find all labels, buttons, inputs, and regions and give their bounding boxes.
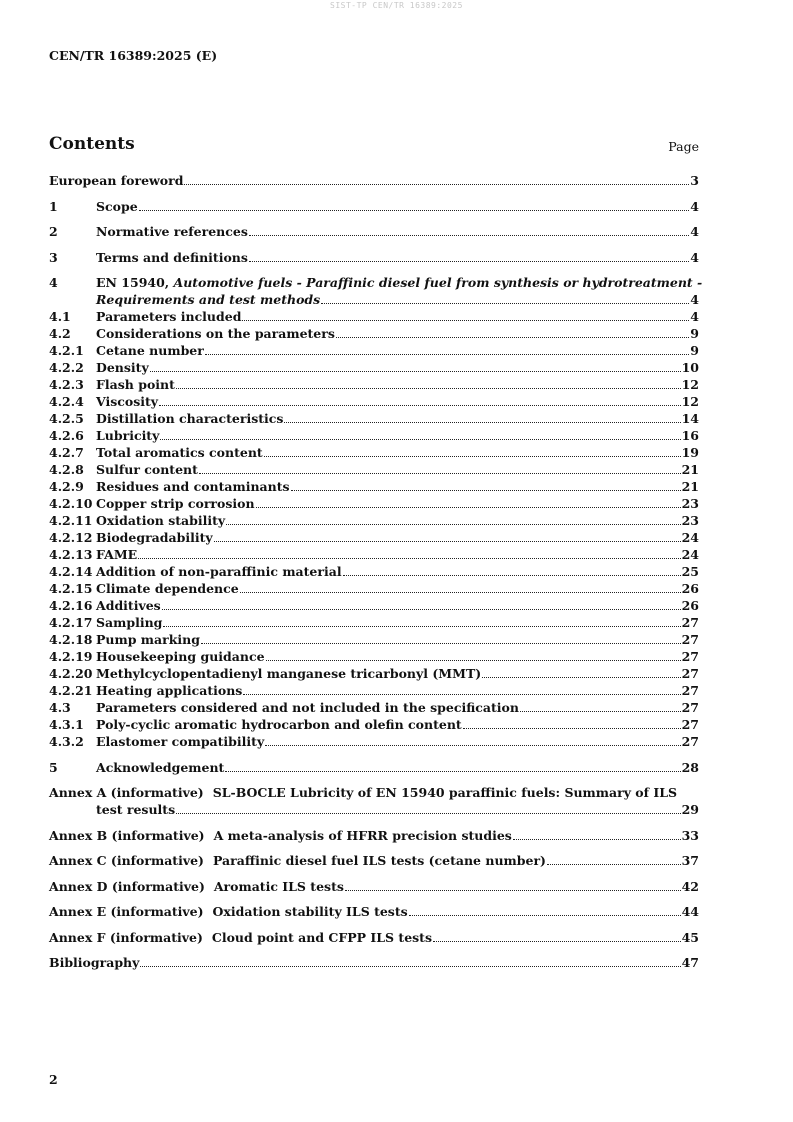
toc-entry-scope[interactable] bbox=[49, 198, 699, 215]
toc-number: 4.2.3 bbox=[49, 377, 84, 392]
toc-entry-4-3-2[interactable] bbox=[49, 733, 699, 750]
toc-number: 4.2.7 bbox=[49, 445, 84, 460]
toc-page: 4 bbox=[690, 249, 699, 265]
toc-page: 26 bbox=[681, 581, 699, 596]
toc-title: Climate dependence bbox=[96, 581, 239, 596]
toc-title: Poly-cyclic aromatic hydrocarbon and olefin content bbox=[96, 717, 462, 732]
watermark: SIST-TP CEN/TR 16389:2025 bbox=[330, 1, 463, 10]
toc-entry-annex-c[interactable] bbox=[49, 852, 699, 869]
toc-number: 4.2.2 bbox=[49, 360, 84, 375]
toc-entry-annex-d[interactable] bbox=[49, 878, 699, 895]
document-id: CEN/TR 16389:2025 (E) bbox=[49, 48, 218, 63]
toc-title: Oxidation stability bbox=[96, 513, 226, 528]
annex-label: Annex B (informative) bbox=[49, 827, 205, 843]
dot-leader bbox=[160, 439, 680, 440]
toc-page: 19 bbox=[681, 445, 699, 460]
toc-entry-4-2-3[interactable] bbox=[49, 376, 699, 393]
toc-title: Methylcyclopentadienyl manganese tricarbonyl (MMT) bbox=[96, 666, 482, 681]
toc-title: test results bbox=[96, 802, 176, 817]
toc-page: 23 bbox=[681, 513, 699, 528]
toc-number: 3 bbox=[49, 249, 58, 265]
toc-page: 4 bbox=[690, 224, 699, 239]
toc-number: 4.2.13 bbox=[49, 547, 93, 562]
dot-leader bbox=[336, 337, 689, 338]
dot-leader bbox=[482, 677, 680, 678]
toc-entry-4-2-1[interactable] bbox=[49, 342, 699, 359]
toc-title: Parameters considered and not included in the specification bbox=[96, 700, 519, 715]
toc-title bbox=[96, 291, 320, 308]
dot-leader bbox=[520, 711, 681, 712]
toc-number: 4.2.1 bbox=[49, 343, 84, 358]
toc-page: 44 bbox=[681, 904, 699, 919]
toc-page: 42 bbox=[681, 878, 699, 894]
toc-entry-4-2-20[interactable] bbox=[49, 665, 699, 682]
toc-title: Addition of non-paraffinic material bbox=[96, 564, 342, 579]
toc-entry-4-2-16[interactable] bbox=[49, 597, 699, 614]
dot-leader bbox=[140, 966, 680, 967]
toc-title: Housekeeping guidance bbox=[96, 649, 265, 664]
toc-title: Aromatic ILS tests bbox=[213, 878, 344, 894]
toc-page: 25 bbox=[681, 564, 699, 579]
toc-number: 4.2 bbox=[49, 326, 71, 341]
dot-leader bbox=[409, 915, 681, 916]
dot-leader bbox=[225, 771, 680, 772]
toc-entry-bibliography[interactable] bbox=[49, 954, 699, 971]
dot-leader bbox=[433, 941, 681, 942]
toc-number: 4.2.11 bbox=[49, 513, 93, 528]
toc-number: 4.3.2 bbox=[49, 734, 84, 749]
toc-entry-foreword[interactable] bbox=[49, 172, 699, 189]
toc-title: Viscosity bbox=[96, 394, 159, 409]
toc-entry-4-2-11[interactable] bbox=[49, 512, 699, 529]
dot-leader bbox=[264, 456, 681, 457]
toc-page: 27 bbox=[681, 632, 699, 647]
toc-page: 47 bbox=[681, 955, 699, 970]
toc-number: 4.2.12 bbox=[49, 530, 93, 545]
toc-number: 4.2.6 bbox=[49, 428, 84, 443]
toc-entry-4-2-14[interactable] bbox=[49, 563, 699, 580]
dot-leader bbox=[163, 626, 680, 627]
toc-title: Biodegradability bbox=[96, 530, 213, 545]
toc-page: 27 bbox=[681, 683, 699, 698]
dot-leader bbox=[284, 422, 680, 423]
toc-entry-4-2-18[interactable] bbox=[49, 631, 699, 648]
dot-leader bbox=[345, 890, 681, 891]
toc-title: Pump marking bbox=[96, 632, 200, 647]
dot-leader bbox=[150, 371, 681, 372]
toc-entry-annex-e[interactable] bbox=[49, 903, 699, 920]
dot-leader bbox=[249, 261, 689, 262]
toc-number: 4 bbox=[49, 275, 58, 290]
toc-title: Lubricity bbox=[96, 428, 160, 443]
toc-title: Acknowledgement bbox=[96, 759, 225, 775]
toc-page: 27 bbox=[681, 615, 699, 630]
toc-number: 4.3.1 bbox=[49, 717, 84, 732]
toc-entry-4-2-13[interactable] bbox=[49, 546, 699, 563]
dot-leader bbox=[243, 694, 680, 695]
toc-title: Bibliography bbox=[49, 955, 140, 970]
dot-leader bbox=[176, 813, 680, 814]
dot-leader bbox=[159, 405, 681, 406]
toc-title: Oxidation stability ILS tests bbox=[212, 904, 408, 919]
toc-entry-4-2[interactable] bbox=[49, 325, 699, 342]
toc-title: Parameters included bbox=[96, 309, 242, 324]
toc-number: 4.2.14 bbox=[49, 564, 93, 579]
toc-entry-annex-a-line2[interactable] bbox=[49, 801, 699, 818]
page-number: 2 bbox=[49, 1072, 58, 1087]
toc-page: 9 bbox=[690, 343, 699, 358]
toc-page: 10 bbox=[681, 360, 699, 375]
toc-page: 28 bbox=[681, 759, 699, 775]
toc-entry-4-1[interactable] bbox=[49, 308, 699, 325]
toc-page: 4 bbox=[690, 309, 699, 324]
dot-leader bbox=[343, 575, 681, 576]
toc-page: 12 bbox=[681, 394, 699, 409]
toc-page: 23 bbox=[681, 496, 699, 511]
toc-page: 3 bbox=[690, 173, 699, 188]
toc-entry-4-2-8[interactable] bbox=[49, 461, 699, 478]
toc-number: 2 bbox=[49, 224, 58, 239]
dot-leader bbox=[184, 184, 689, 185]
toc-number: 4.2.10 bbox=[49, 496, 93, 511]
toc-entry-4-2-7[interactable] bbox=[49, 444, 699, 461]
table-of-contents bbox=[49, 172, 703, 971]
annex-label: Annex F (informative) bbox=[49, 929, 203, 945]
dot-leader bbox=[256, 507, 681, 508]
dot-leader bbox=[265, 745, 680, 746]
toc-number: 4.2.9 bbox=[49, 479, 84, 494]
toc-number: 4.1 bbox=[49, 309, 71, 324]
toc-number: 4.3 bbox=[49, 700, 71, 715]
toc-number: 5 bbox=[49, 759, 58, 775]
toc-page: 29 bbox=[681, 802, 699, 817]
toc-number: 4.2.21 bbox=[49, 683, 93, 698]
toc-title: Additives bbox=[96, 598, 161, 613]
annex-label: Annex E (informative) bbox=[49, 904, 204, 919]
toc-entry-4-3-1[interactable] bbox=[49, 716, 699, 733]
toc-entry-4-2-12[interactable] bbox=[49, 529, 699, 546]
toc-entry-acknowledgement[interactable] bbox=[49, 759, 699, 776]
dot-leader bbox=[321, 303, 689, 304]
toc-title: Flash point bbox=[96, 377, 175, 392]
annex-label: Annex A (informative) bbox=[49, 785, 204, 800]
dot-leader bbox=[214, 541, 681, 542]
toc-page: 37 bbox=[681, 853, 699, 868]
toc-title: Distillation characteristics bbox=[96, 411, 284, 426]
dot-leader bbox=[176, 388, 681, 389]
toc-page: 27 bbox=[681, 649, 699, 664]
toc-page: 27 bbox=[681, 666, 699, 681]
toc-entry-terms[interactable] bbox=[49, 249, 699, 266]
dot-leader bbox=[199, 473, 681, 474]
toc-title-italic: Requirements and test methods bbox=[96, 292, 321, 307]
toc-entry-4-2-4[interactable] bbox=[49, 393, 699, 410]
toc-entry-annex-a-line1[interactable] bbox=[49, 784, 699, 801]
toc-title: Paraffinic diesel fuel ILS tests (cetane number) bbox=[212, 853, 546, 868]
dot-leader bbox=[291, 490, 681, 491]
toc-title-part: EN 15940, bbox=[96, 275, 174, 290]
toc-title: Residues and contaminants bbox=[96, 479, 290, 494]
toc-title: A meta-analysis of HFRR precision studies bbox=[213, 827, 512, 843]
toc-title: Scope bbox=[96, 198, 138, 214]
toc-page: 27 bbox=[681, 700, 699, 715]
dot-leader bbox=[139, 210, 690, 211]
toc-title: Total aromatics content bbox=[96, 445, 263, 460]
dot-leader bbox=[463, 728, 681, 729]
contents-heading: Contents bbox=[49, 134, 135, 154]
toc-entry-4-2-17[interactable] bbox=[49, 614, 699, 631]
annex-label: Annex C (informative) bbox=[49, 853, 204, 868]
toc-title: Sampling bbox=[96, 615, 163, 630]
dot-leader bbox=[513, 839, 681, 840]
annex-label: Annex D (informative) bbox=[49, 878, 205, 894]
toc-entry-4-3[interactable] bbox=[49, 699, 699, 716]
toc-title bbox=[96, 274, 702, 291]
toc-entry-en15940-line1[interactable] bbox=[49, 274, 703, 291]
toc-entry-4-2-5[interactable] bbox=[49, 410, 699, 427]
toc-title: Cetane number bbox=[96, 343, 204, 358]
toc-entry-annex-f[interactable] bbox=[49, 929, 699, 946]
toc-entry-annex-b[interactable] bbox=[49, 827, 699, 844]
toc-number: 4.2.5 bbox=[49, 411, 84, 426]
toc-title: European foreword bbox=[49, 173, 184, 188]
dot-leader bbox=[547, 864, 681, 865]
dot-leader bbox=[205, 354, 689, 355]
dot-leader bbox=[266, 660, 681, 661]
toc-number: 4.2.18 bbox=[49, 632, 93, 647]
toc-entry-4-2-10[interactable] bbox=[49, 495, 699, 512]
toc-page: 21 bbox=[681, 479, 699, 494]
toc-title: Copper strip corrosion bbox=[96, 496, 255, 511]
toc-page: 24 bbox=[681, 547, 699, 562]
toc-title: Heating applications bbox=[96, 683, 243, 698]
dot-leader bbox=[226, 524, 680, 525]
toc-title: Density bbox=[96, 360, 149, 375]
toc-title: SL-BOCLE Lubricity of EN 15940 paraffinic fuels: Summary of ILS bbox=[212, 785, 678, 800]
toc-title: Sulfur content bbox=[96, 462, 198, 477]
toc-entry-en15940-line2[interactable] bbox=[49, 291, 699, 308]
toc-number: 4.2.4 bbox=[49, 394, 84, 409]
toc-entry-4-2-15[interactable] bbox=[49, 580, 699, 597]
toc-number: 4.2.15 bbox=[49, 581, 93, 596]
toc-number: 4.2.20 bbox=[49, 666, 93, 681]
toc-entry-4-2-21[interactable] bbox=[49, 682, 699, 699]
toc-number: 4.2.8 bbox=[49, 462, 84, 477]
page-column-label: Page bbox=[668, 139, 699, 154]
toc-page: 4 bbox=[690, 198, 699, 214]
toc-page: 33 bbox=[681, 827, 699, 843]
toc-title-italic: Automotive fuels - Paraffinic diesel fuel from synthesis or hydrotreatment - bbox=[173, 275, 703, 290]
dot-leader bbox=[249, 235, 689, 236]
toc-number: 1 bbox=[49, 198, 58, 214]
toc-title: Cloud point and CFPP ILS tests bbox=[211, 929, 432, 945]
toc-page: 27 bbox=[681, 734, 699, 749]
dot-leader bbox=[138, 558, 680, 559]
toc-page: 26 bbox=[681, 598, 699, 613]
toc-page: 12 bbox=[681, 377, 699, 392]
toc-number: 4.2.16 bbox=[49, 598, 93, 613]
dot-leader bbox=[162, 609, 681, 610]
toc-page: 24 bbox=[681, 530, 699, 545]
toc-title: Terms and definitions bbox=[96, 249, 248, 265]
toc-entry-4-2-9[interactable] bbox=[49, 478, 699, 495]
toc-title: FAME bbox=[96, 547, 138, 562]
dot-leader bbox=[242, 320, 689, 321]
toc-number: 4.2.19 bbox=[49, 649, 93, 664]
toc-entry-4-2-19[interactable] bbox=[49, 648, 699, 665]
toc-page: 45 bbox=[681, 929, 699, 945]
toc-title: Considerations on the parameters bbox=[96, 326, 335, 341]
dot-leader bbox=[201, 643, 681, 644]
toc-title: Normative references bbox=[96, 224, 248, 239]
toc-title: Elastomer compatibility bbox=[96, 734, 265, 749]
toc-page: 21 bbox=[681, 462, 699, 477]
toc-entry-4-2-6[interactable] bbox=[49, 427, 699, 444]
dot-leader bbox=[240, 592, 681, 593]
toc-entry-normative-references[interactable] bbox=[49, 223, 699, 240]
toc-page: 4 bbox=[690, 292, 699, 307]
toc-page: 14 bbox=[681, 411, 699, 426]
toc-page: 16 bbox=[681, 428, 699, 443]
toc-number: 4.2.17 bbox=[49, 615, 93, 630]
toc-page: 9 bbox=[690, 326, 699, 341]
toc-page: 27 bbox=[681, 717, 699, 732]
toc-entry-4-2-2[interactable] bbox=[49, 359, 699, 376]
